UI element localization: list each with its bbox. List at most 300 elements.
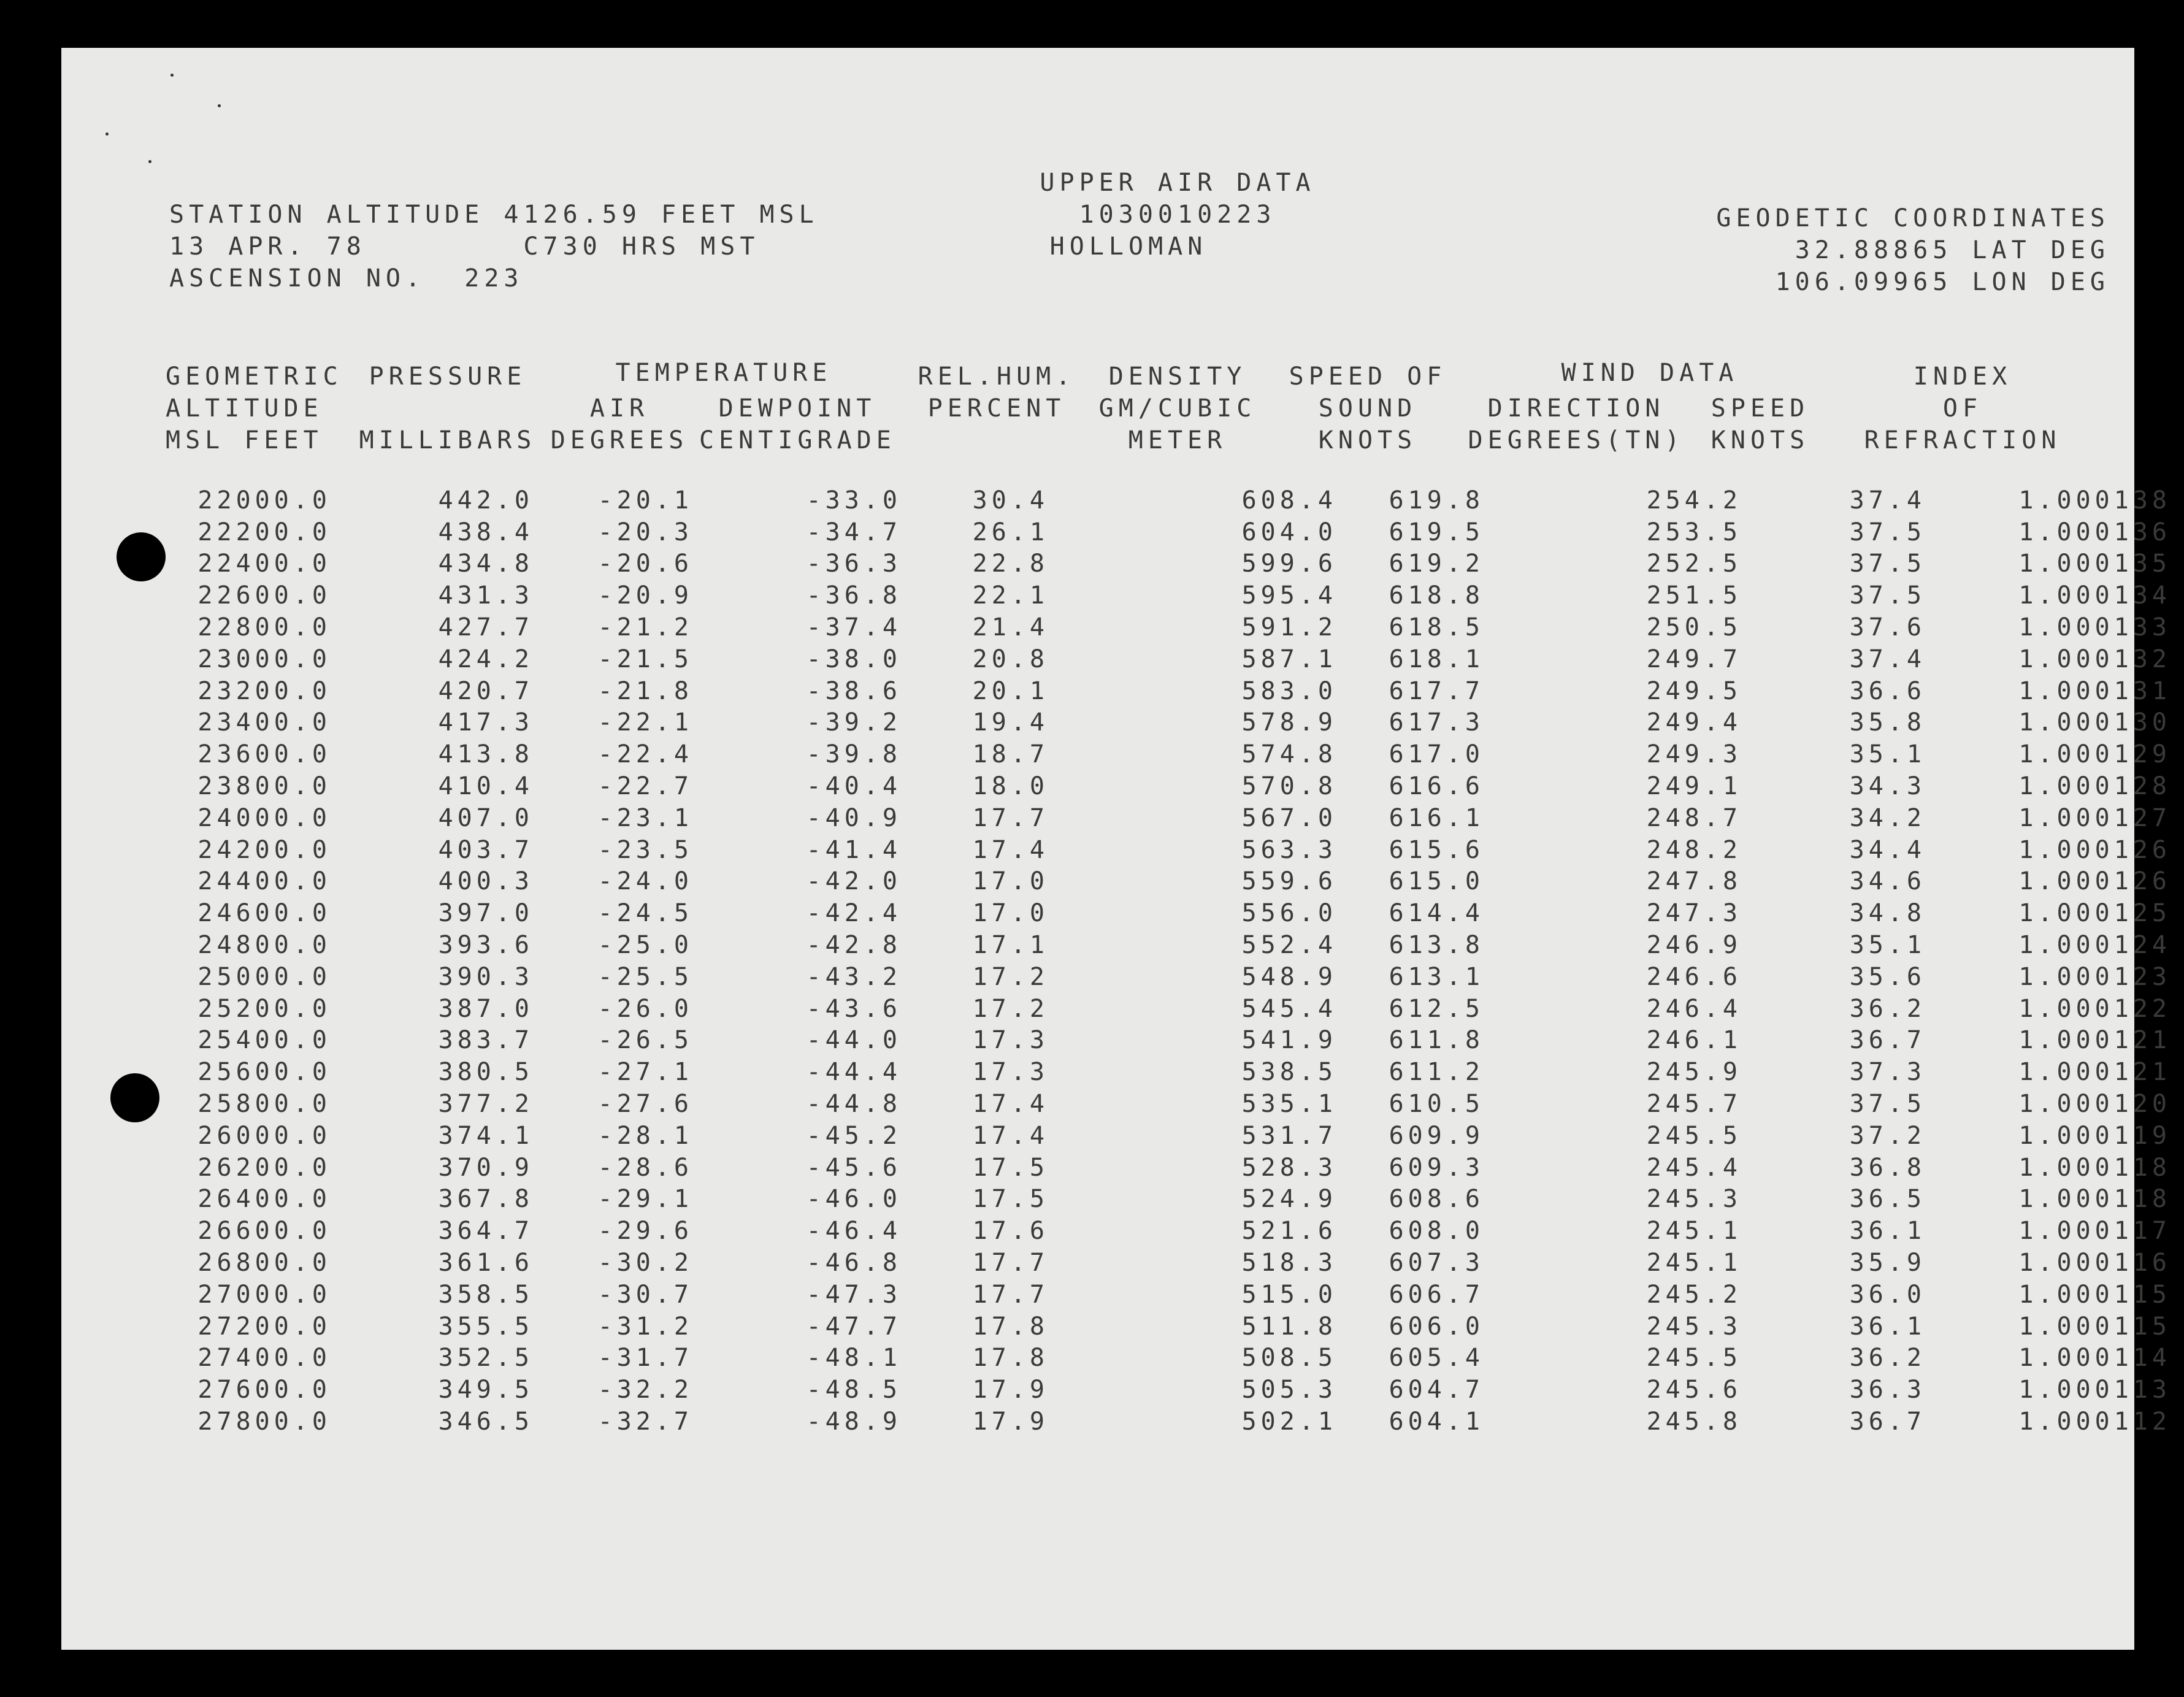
cell-speed-of-sound: 617.3 (1389, 708, 1484, 737)
cell-wind-speed: 37.5 (1849, 550, 1926, 578)
report-location: HOLLOMAN (1049, 232, 1208, 261)
cell-pressure: 364.7 (438, 1217, 534, 1246)
cell-wind-speed: 36.2 (1849, 994, 1926, 1023)
cell-wind-speed: 35.8 (1849, 708, 1926, 737)
cell-wind-direction: 245.7 (1646, 1090, 1742, 1119)
cell-density: 518.3 (1241, 1249, 1337, 1278)
cell-wind-speed: 36.1 (1849, 1312, 1926, 1341)
ascension-number: ASCENSION NO. 223 (169, 264, 524, 293)
cell-wind-speed: 35.9 (1849, 1249, 1926, 1278)
cell-refraction: 1.000114 (2018, 1344, 2171, 1373)
cell-speed-of-sound: 615.0 (1389, 867, 1484, 896)
table-row (147, 1152, 2171, 1184)
cell-wind-direction: 245.1 (1646, 1217, 1742, 1246)
cell-speed-of-sound: 604.1 (1389, 1408, 1484, 1436)
cell-speed-of-sound: 604.7 (1389, 1376, 1484, 1404)
table-row (147, 1247, 2171, 1279)
cell-dewpoint: -37.4 (806, 613, 902, 642)
table-row (147, 929, 2171, 961)
cell-wind-speed: 36.8 (1849, 1153, 1926, 1182)
cell-dewpoint: -47.3 (806, 1280, 902, 1309)
cell-refraction: 1.000129 (2018, 740, 2171, 769)
cell-pressure: 403.7 (438, 835, 534, 864)
col-header-speed-of-sound: SPEED OF SOUND KNOTS (1289, 362, 1447, 454)
geodetic-label: GEODETIC COORDINATES (1716, 204, 2110, 232)
cell-density: 521.6 (1241, 1217, 1337, 1246)
cell-air-temp: -32.2 (597, 1376, 693, 1404)
cell-rel-hum: 17.4 (972, 835, 1049, 864)
cell-density: 583.0 (1241, 676, 1337, 705)
table-row (147, 707, 2171, 739)
cell-wind-speed: 37.4 (1849, 486, 1926, 515)
table-row (147, 1374, 2171, 1406)
cell-altitude: 24200.0 (197, 835, 331, 864)
cell-dewpoint: -48.1 (806, 1344, 902, 1373)
cell-speed-of-sound: 617.7 (1389, 676, 1484, 705)
cell-density: 608.4 (1241, 486, 1337, 515)
cell-density: 515.0 (1241, 1280, 1337, 1309)
cell-rel-hum: 17.8 (972, 1312, 1049, 1341)
table-row (147, 611, 2171, 643)
cell-wind-speed: 37.5 (1849, 581, 1926, 610)
table-row (147, 1088, 2171, 1120)
col-header-wind-speed: SPEED KNOTS (1711, 394, 1810, 454)
cell-altitude: 22200.0 (197, 518, 331, 546)
cell-density: 524.9 (1241, 1185, 1337, 1214)
cell-refraction: 1.000133 (2018, 613, 2171, 642)
cell-density: 541.9 (1241, 1026, 1337, 1055)
cell-density: 567.0 (1241, 803, 1337, 832)
report-title: UPPER AIR DATA (1040, 169, 1316, 197)
cell-air-temp: -32.7 (597, 1408, 693, 1436)
cell-speed-of-sound: 613.8 (1389, 931, 1484, 960)
table-row (147, 580, 2171, 611)
latitude: 32.88865 LAT DEG (1795, 236, 2110, 264)
cell-dewpoint: -39.2 (806, 708, 902, 737)
cell-refraction: 1.000131 (2018, 676, 2171, 705)
cell-altitude: 24600.0 (197, 899, 331, 928)
cell-density: 578.9 (1241, 708, 1337, 737)
cell-altitude: 23400.0 (197, 708, 331, 737)
cell-altitude: 23600.0 (197, 740, 331, 769)
cell-wind-direction: 254.2 (1646, 486, 1742, 515)
cell-refraction: 1.000117 (2018, 1217, 2171, 1246)
cell-wind-direction: 245.5 (1646, 1121, 1742, 1150)
document-sheet (61, 48, 2171, 1650)
cell-rel-hum: 26.1 (972, 518, 1049, 546)
cell-air-temp: -31.7 (597, 1344, 693, 1373)
cell-refraction: 1.000128 (2018, 772, 2171, 801)
cell-density: 552.4 (1241, 931, 1337, 960)
cell-dewpoint: -41.4 (806, 835, 902, 864)
table-row (147, 643, 2171, 675)
cell-rel-hum: 17.2 (972, 962, 1049, 991)
table-row (147, 1215, 2171, 1247)
cell-refraction: 1.000138 (2018, 486, 2171, 515)
cell-rel-hum: 17.9 (972, 1408, 1049, 1436)
cell-air-temp: -23.1 (597, 803, 693, 832)
cell-rel-hum: 18.0 (972, 772, 1049, 801)
cell-pressure: 387.0 (438, 994, 534, 1023)
cell-dewpoint: -39.8 (806, 740, 902, 769)
cell-density: 599.6 (1241, 550, 1337, 578)
cell-wind-direction: 246.4 (1646, 994, 1742, 1023)
cell-dewpoint: -43.6 (806, 994, 902, 1023)
cell-air-temp: -27.1 (597, 1058, 693, 1087)
cell-rel-hum: 21.4 (972, 613, 1049, 642)
cell-speed-of-sound: 605.4 (1389, 1344, 1484, 1373)
cell-air-temp: -21.2 (597, 613, 693, 642)
cell-dewpoint: -46.0 (806, 1185, 902, 1214)
cell-density: 528.3 (1241, 1153, 1337, 1182)
cell-air-temp: -23.5 (597, 835, 693, 864)
cell-rel-hum: 17.3 (972, 1058, 1049, 1087)
cell-wind-direction: 245.3 (1646, 1185, 1742, 1214)
cell-air-temp: -21.8 (597, 676, 693, 705)
cell-refraction: 1.000115 (2018, 1280, 2171, 1309)
cell-speed-of-sound: 619.5 (1389, 518, 1484, 546)
cell-air-temp: -29.1 (597, 1185, 693, 1214)
cell-air-temp: -28.1 (597, 1121, 693, 1150)
cell-altitude: 26600.0 (197, 1217, 331, 1246)
cell-pressure: 397.0 (438, 899, 534, 928)
cell-wind-speed: 36.7 (1849, 1408, 1926, 1436)
col-header-altitude: GEOMETRIC ALTITUDE MSL FEET (166, 362, 343, 454)
cell-pressure: 407.0 (438, 803, 534, 832)
cell-pressure: 361.6 (438, 1249, 534, 1278)
cell-wind-direction: 245.2 (1646, 1280, 1742, 1309)
cell-refraction: 1.000125 (2018, 899, 2171, 928)
cell-refraction: 1.000122 (2018, 994, 2171, 1023)
col-header-temperature: TEMPERATURE (615, 359, 832, 387)
col-header-wind-direction: DIRECTION DEGREES(TN) (1468, 394, 1685, 454)
cell-rel-hum: 17.8 (972, 1344, 1049, 1373)
cell-wind-speed: 37.5 (1849, 518, 1926, 546)
cell-wind-speed: 37.5 (1849, 1090, 1926, 1119)
longitude: 106.09965 LON DEG (1775, 268, 2110, 296)
cell-dewpoint: -36.8 (806, 581, 902, 610)
cell-refraction: 1.000127 (2018, 803, 2171, 832)
cell-air-temp: -25.5 (597, 962, 693, 991)
cell-speed-of-sound: 608.6 (1389, 1185, 1484, 1214)
cell-refraction: 1.000126 (2018, 867, 2171, 896)
col-header-dewpoint: DEWPOINT CENTIGRADE (699, 394, 896, 454)
cell-refraction: 1.000121 (2018, 1026, 2171, 1055)
cell-density: 531.7 (1241, 1121, 1337, 1150)
upper-air-data-table (147, 485, 2171, 1438)
table-row (147, 1120, 2171, 1152)
cell-dewpoint: -44.4 (806, 1058, 902, 1087)
cell-dewpoint: -44.8 (806, 1090, 902, 1119)
cell-altitude: 26800.0 (197, 1249, 331, 1278)
cell-density: 508.5 (1241, 1344, 1337, 1373)
cell-rel-hum: 22.1 (972, 581, 1049, 610)
cell-pressure: 352.5 (438, 1344, 534, 1373)
cell-dewpoint: -38.0 (806, 645, 902, 673)
cell-air-temp: -27.6 (597, 1090, 693, 1119)
table-row (147, 548, 2171, 580)
cell-altitude: 22400.0 (197, 550, 331, 578)
cell-wind-direction: 249.4 (1646, 708, 1742, 737)
cell-altitude: 25400.0 (197, 1026, 331, 1055)
cell-speed-of-sound: 607.3 (1389, 1249, 1484, 1278)
cell-wind-direction: 247.8 (1646, 867, 1742, 896)
cell-dewpoint: -46.8 (806, 1249, 902, 1278)
table-row (147, 993, 2171, 1025)
paper-speck (148, 160, 151, 163)
cell-air-temp: -20.3 (597, 518, 693, 546)
cell-speed-of-sound: 614.4 (1389, 899, 1484, 928)
cell-rel-hum: 17.4 (972, 1121, 1049, 1150)
cell-speed-of-sound: 616.6 (1389, 772, 1484, 801)
cell-wind-direction: 253.5 (1646, 518, 1742, 546)
cell-wind-speed: 34.8 (1849, 899, 1926, 928)
cell-wind-direction: 245.4 (1646, 1153, 1742, 1182)
cell-speed-of-sound: 606.0 (1389, 1312, 1484, 1341)
table-row (147, 961, 2171, 993)
table-row (147, 834, 2171, 866)
cell-dewpoint: -42.8 (806, 931, 902, 960)
cell-density: 538.5 (1241, 1058, 1337, 1087)
cell-wind-direction: 249.3 (1646, 740, 1742, 769)
table-row (147, 1406, 2171, 1438)
cell-refraction: 1.000123 (2018, 962, 2171, 991)
cell-pressure: 424.2 (438, 645, 534, 673)
cell-wind-direction: 246.6 (1646, 962, 1742, 991)
cell-speed-of-sound: 609.3 (1389, 1153, 1484, 1182)
cell-rel-hum: 17.7 (972, 803, 1049, 832)
cell-altitude: 22000.0 (197, 486, 331, 515)
paper-speck (218, 104, 221, 107)
cell-dewpoint: -45.2 (806, 1121, 902, 1150)
cell-rel-hum: 17.0 (972, 899, 1049, 928)
cell-altitude: 25600.0 (197, 1058, 331, 1087)
cell-altitude: 27200.0 (197, 1312, 331, 1341)
cell-speed-of-sound: 618.8 (1389, 581, 1484, 610)
cell-refraction: 1.000120 (2018, 1090, 2171, 1119)
cell-air-temp: -24.0 (597, 867, 693, 896)
cell-dewpoint: -34.7 (806, 518, 902, 546)
cell-density: 570.8 (1241, 772, 1337, 801)
table-row (147, 1184, 2171, 1216)
cell-rel-hum: 17.4 (972, 1090, 1049, 1119)
cell-wind-direction: 249.7 (1646, 645, 1742, 673)
cell-altitude: 27600.0 (197, 1376, 331, 1404)
cell-rel-hum: 20.1 (972, 676, 1049, 705)
date-time: 13 APR. 78 C730 HRS MST (169, 232, 760, 261)
cell-dewpoint: -40.4 (806, 772, 902, 801)
cell-air-temp: -26.0 (597, 994, 693, 1023)
table-row (147, 1025, 2171, 1057)
cell-density: 505.3 (1241, 1376, 1337, 1404)
cell-wind-speed: 36.6 (1849, 676, 1926, 705)
cell-wind-speed: 36.5 (1849, 1185, 1926, 1214)
cell-refraction: 1.000118 (2018, 1185, 2171, 1214)
cell-altitude: 25000.0 (197, 962, 331, 991)
cell-altitude: 23200.0 (197, 676, 331, 705)
cell-speed-of-sound: 618.5 (1389, 613, 1484, 642)
cell-pressure: 393.6 (438, 931, 534, 960)
cell-pressure: 367.8 (438, 1185, 534, 1214)
cell-pressure: 410.4 (438, 772, 534, 801)
cell-altitude: 22800.0 (197, 613, 331, 642)
cell-pressure: 431.3 (438, 581, 534, 610)
cell-speed-of-sound: 606.7 (1389, 1280, 1484, 1309)
cell-rel-hum: 20.8 (972, 645, 1049, 673)
cell-density: 559.6 (1241, 867, 1337, 896)
cell-wind-speed: 34.2 (1849, 803, 1926, 832)
cell-rel-hum: 30.4 (972, 486, 1049, 515)
cell-density: 595.4 (1241, 581, 1337, 610)
cell-dewpoint: -43.2 (806, 962, 902, 991)
cell-dewpoint: -40.9 (806, 803, 902, 832)
cell-altitude: 26200.0 (197, 1153, 331, 1182)
cell-wind-direction: 246.9 (1646, 931, 1742, 960)
table-row (147, 897, 2171, 929)
cell-pressure: 380.5 (438, 1058, 534, 1087)
col-header-wind-data: WIND DATA (1561, 359, 1739, 387)
cell-wind-direction: 248.7 (1646, 803, 1742, 832)
cell-wind-direction: 248.2 (1646, 835, 1742, 864)
cell-wind-speed: 35.1 (1849, 740, 1926, 769)
cell-refraction: 1.000121 (2018, 1058, 2171, 1087)
cell-pressure: 438.4 (438, 518, 534, 546)
cell-dewpoint: -47.7 (806, 1312, 902, 1341)
cell-dewpoint: -45.6 (806, 1153, 902, 1182)
cell-air-temp: -20.6 (597, 550, 693, 578)
cell-air-temp: -24.5 (597, 899, 693, 928)
cell-altitude: 23000.0 (197, 645, 331, 673)
cell-wind-direction: 245.1 (1646, 1249, 1742, 1278)
report-id-code: 1030010223 (1079, 201, 1276, 229)
cell-altitude: 26400.0 (197, 1185, 331, 1214)
cell-refraction: 1.000113 (2018, 1376, 2171, 1404)
cell-pressure: 370.9 (438, 1153, 534, 1182)
cell-wind-direction: 245.9 (1646, 1058, 1742, 1087)
cell-density: 563.3 (1241, 835, 1337, 864)
cell-rel-hum: 19.4 (972, 708, 1049, 737)
cell-altitude: 25800.0 (197, 1090, 331, 1119)
paper-speck (171, 74, 174, 77)
cell-refraction: 1.000136 (2018, 518, 2171, 546)
cell-density: 548.9 (1241, 962, 1337, 991)
table-row (147, 866, 2171, 898)
cell-pressure: 434.8 (438, 550, 534, 578)
cell-air-temp: -22.7 (597, 772, 693, 801)
col-header-air: AIR DEGREES (550, 394, 689, 454)
cell-dewpoint: -36.3 (806, 550, 902, 578)
cell-refraction: 1.000124 (2018, 931, 2171, 960)
cell-speed-of-sound: 611.2 (1389, 1058, 1484, 1087)
cell-rel-hum: 17.2 (972, 994, 1049, 1023)
cell-speed-of-sound: 618.1 (1389, 645, 1484, 673)
cell-altitude: 24400.0 (197, 867, 331, 896)
cell-air-temp: -29.6 (597, 1217, 693, 1246)
cell-dewpoint: -38.6 (806, 676, 902, 705)
col-header-density: DENSITY GM/CUBIC METER (1098, 362, 1257, 454)
col-header-rel-hum: REL.HUM. PERCENT (918, 362, 1076, 423)
cell-wind-direction: 249.1 (1646, 772, 1742, 801)
cell-wind-speed: 36.2 (1849, 1344, 1926, 1373)
cell-rel-hum: 17.5 (972, 1153, 1049, 1182)
cell-wind-speed: 36.3 (1849, 1376, 1926, 1404)
cell-speed-of-sound: 613.1 (1389, 962, 1484, 991)
cell-speed-of-sound: 608.0 (1389, 1217, 1484, 1246)
cell-altitude: 24000.0 (197, 803, 331, 832)
cell-air-temp: -25.0 (597, 931, 693, 960)
cell-air-temp: -21.5 (597, 645, 693, 673)
cell-wind-speed: 37.3 (1849, 1058, 1926, 1087)
cell-wind-direction: 245.8 (1646, 1408, 1742, 1436)
cell-wind-speed: 36.1 (1849, 1217, 1926, 1246)
cell-density: 535.1 (1241, 1090, 1337, 1119)
cell-dewpoint: -48.5 (806, 1376, 902, 1404)
cell-density: 574.8 (1241, 740, 1337, 769)
cell-rel-hum: 17.6 (972, 1217, 1049, 1246)
cell-speed-of-sound: 616.1 (1389, 803, 1484, 832)
cell-wind-direction: 247.3 (1646, 899, 1742, 928)
cell-refraction: 1.000135 (2018, 550, 2171, 578)
cell-air-temp: -31.2 (597, 1312, 693, 1341)
cell-air-temp: -22.1 (597, 708, 693, 737)
cell-dewpoint: -48.9 (806, 1408, 902, 1436)
cell-refraction: 1.000126 (2018, 835, 2171, 864)
cell-rel-hum: 17.0 (972, 867, 1049, 896)
cell-wind-speed: 35.6 (1849, 962, 1926, 991)
cell-air-temp: -20.9 (597, 581, 693, 610)
cell-wind-speed: 37.2 (1849, 1121, 1926, 1150)
cell-density: 511.8 (1241, 1312, 1337, 1341)
cell-pressure: 349.5 (438, 1376, 534, 1404)
cell-pressure: 355.5 (438, 1312, 534, 1341)
cell-speed-of-sound: 619.8 (1389, 486, 1484, 515)
table-row (147, 770, 2171, 802)
cell-pressure: 427.7 (438, 613, 534, 642)
cell-refraction: 1.000115 (2018, 1312, 2171, 1341)
cell-refraction: 1.000116 (2018, 1249, 2171, 1278)
cell-density: 545.4 (1241, 994, 1337, 1023)
cell-pressure: 358.5 (438, 1280, 534, 1309)
cell-air-temp: -22.4 (597, 740, 693, 769)
cell-wind-speed: 37.6 (1849, 613, 1926, 642)
cell-wind-speed: 35.1 (1849, 931, 1926, 960)
cell-air-temp: -30.2 (597, 1249, 693, 1278)
cell-density: 502.1 (1241, 1408, 1337, 1436)
table-body (147, 485, 2171, 1438)
cell-wind-speed: 34.3 (1849, 772, 1926, 801)
cell-rel-hum: 17.7 (972, 1249, 1049, 1278)
cell-refraction: 1.000118 (2018, 1153, 2171, 1182)
cell-pressure: 377.2 (438, 1090, 534, 1119)
table-row (147, 738, 2171, 770)
cell-altitude: 25200.0 (197, 994, 331, 1023)
cell-rel-hum: 17.7 (972, 1280, 1049, 1309)
cell-rel-hum: 22.8 (972, 550, 1049, 578)
cell-density: 556.0 (1241, 899, 1337, 928)
cell-refraction: 1.000112 (2018, 1408, 2171, 1436)
cell-pressure: 400.3 (438, 867, 534, 896)
cell-altitude: 24800.0 (197, 931, 331, 960)
cell-speed-of-sound: 612.5 (1389, 994, 1484, 1023)
cell-air-temp: -28.6 (597, 1153, 693, 1182)
cell-pressure: 442.0 (438, 486, 534, 515)
station-altitude: STATION ALTITUDE 4126.59 FEET MSL (169, 201, 819, 229)
cell-speed-of-sound: 611.8 (1389, 1026, 1484, 1055)
cell-air-temp: -20.1 (597, 486, 693, 515)
cell-refraction: 1.000130 (2018, 708, 2171, 737)
col-header-pressure: PRESSURE MILLIBARS (359, 362, 537, 454)
cell-wind-direction: 252.5 (1646, 550, 1742, 578)
